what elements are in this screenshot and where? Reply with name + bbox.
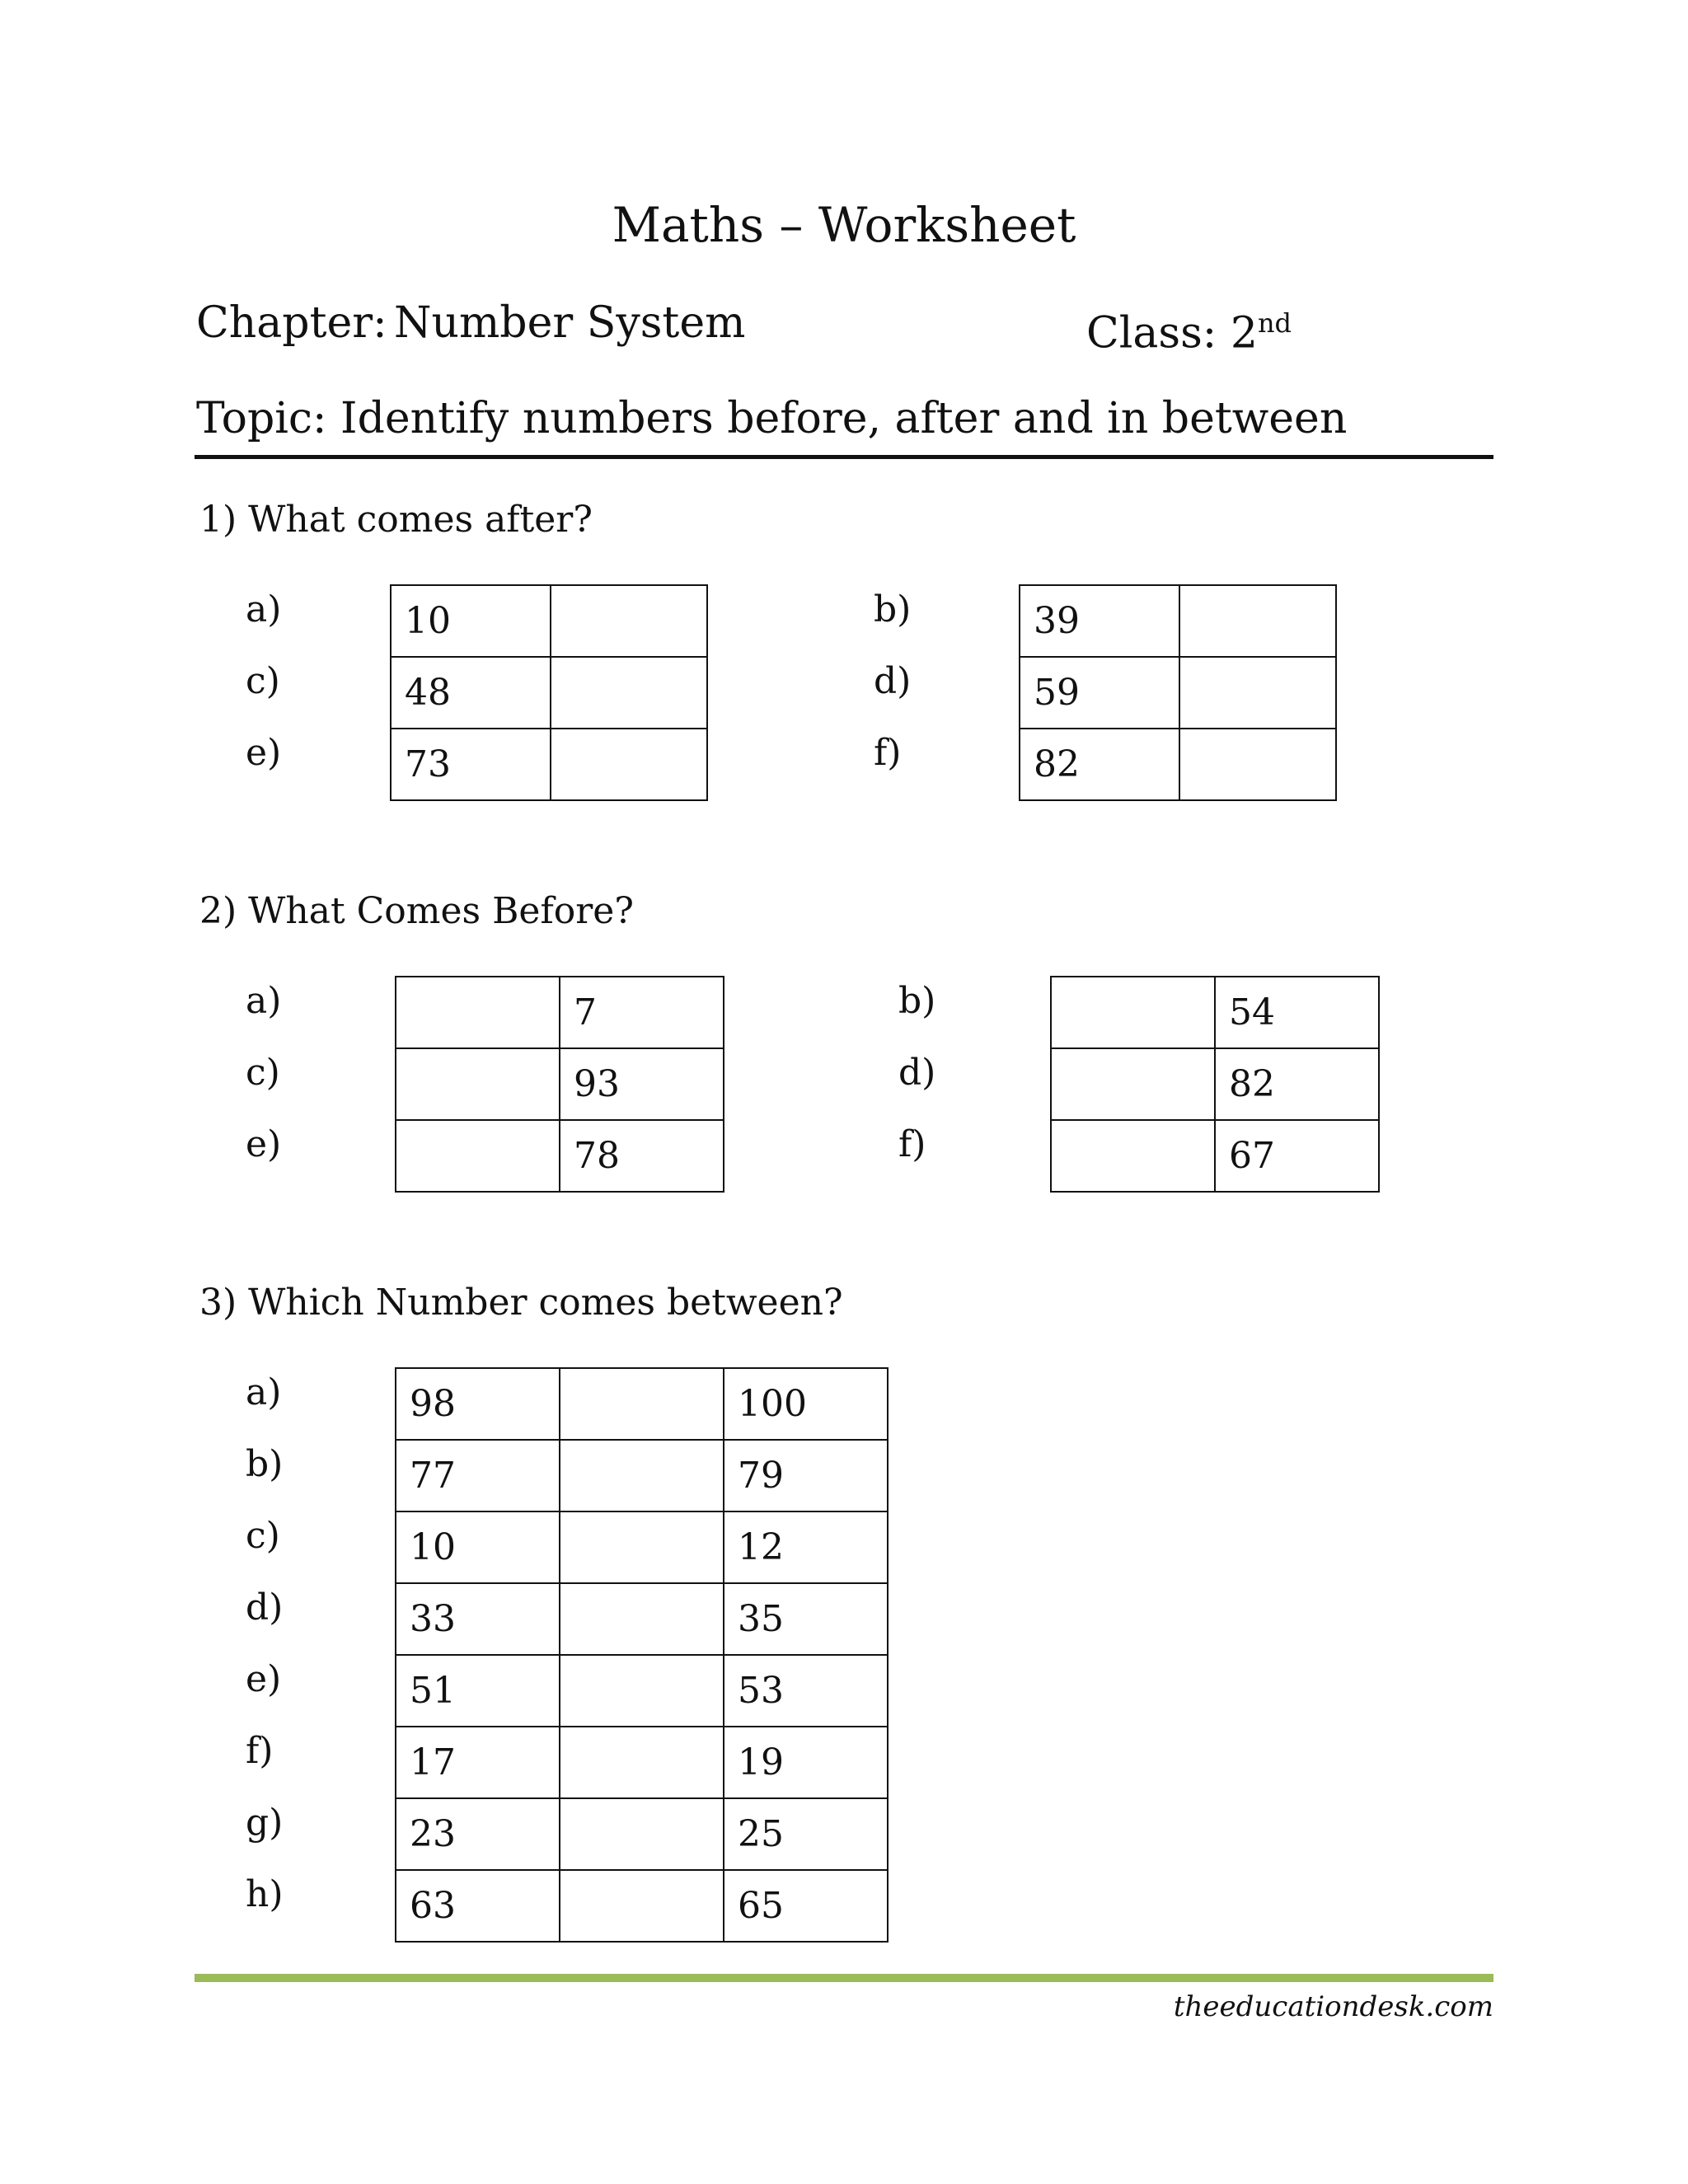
- section3-label: h): [246, 1873, 284, 1915]
- given-number: 59: [1020, 657, 1179, 729]
- table-row: [1051, 977, 1379, 1048]
- given-number: 98: [396, 1368, 560, 1440]
- given-number: 77: [396, 1440, 560, 1511]
- answer-cell[interactable]: [560, 1727, 724, 1798]
- given-number: 82: [1020, 729, 1179, 800]
- worksheet-title: Maths – Worksheet: [612, 197, 1076, 253]
- answer-cell[interactable]: [551, 585, 707, 657]
- section2-heading: 2) What Comes Before?: [199, 890, 634, 932]
- answer-cell[interactable]: [1051, 1048, 1215, 1120]
- answer-cell[interactable]: [551, 729, 707, 800]
- given-number: 23: [396, 1798, 560, 1870]
- section2-left-label: c): [246, 1052, 280, 1094]
- chapter-value: Number System: [394, 298, 746, 348]
- answer-cell[interactable]: [560, 1655, 724, 1727]
- section2-right-label: f): [898, 1123, 926, 1165]
- given-number: 33: [396, 1583, 560, 1655]
- table-row: [396, 977, 724, 1048]
- answer-cell[interactable]: [1179, 657, 1336, 729]
- section2-left-label: e): [246, 1123, 282, 1165]
- given-number: 53: [724, 1655, 888, 1727]
- section3-label: b): [246, 1443, 284, 1485]
- given-number: 7: [560, 977, 724, 1048]
- table-row: [396, 1368, 888, 1440]
- answer-cell[interactable]: [560, 1440, 724, 1511]
- section1-heading: 1) What comes after?: [199, 499, 593, 541]
- section2-right-label: d): [898, 1052, 936, 1094]
- table-row: [396, 1727, 888, 1798]
- table-row: [396, 1870, 888, 1942]
- table-row: [396, 1655, 888, 1727]
- given-number: 10: [396, 1511, 560, 1583]
- section3-label: f): [246, 1730, 274, 1772]
- answer-cell[interactable]: [396, 977, 560, 1048]
- table-row: [396, 1048, 724, 1120]
- given-number: 54: [1215, 977, 1379, 1048]
- given-number: 10: [391, 585, 551, 657]
- topic: Topic: Identify numbers before, after and in between: [196, 394, 1348, 443]
- section3-label: e): [246, 1658, 282, 1700]
- table-row: [1020, 585, 1336, 657]
- section1-right-label: f): [874, 732, 902, 774]
- table-row: [396, 1798, 888, 1870]
- table-row: [1051, 1120, 1379, 1192]
- section1-left-label: e): [246, 732, 282, 774]
- section2-right-label: b): [898, 980, 936, 1022]
- section2-right-table: [1050, 976, 1380, 1193]
- given-number: 25: [724, 1798, 888, 1870]
- given-number: 17: [396, 1727, 560, 1798]
- given-number: 78: [560, 1120, 724, 1192]
- given-number: 35: [724, 1583, 888, 1655]
- given-number: 79: [724, 1440, 888, 1511]
- section1-left-label: a): [246, 588, 282, 630]
- given-number: 93: [560, 1048, 724, 1120]
- section3-label: a): [246, 1371, 282, 1413]
- section3-label: c): [246, 1515, 280, 1557]
- section3-label: d): [246, 1586, 284, 1629]
- section3-label: g): [246, 1802, 284, 1844]
- given-number: 51: [396, 1655, 560, 1727]
- table-row: [1051, 1048, 1379, 1120]
- section1-right-label: d): [874, 660, 912, 702]
- given-number: 63: [396, 1870, 560, 1942]
- answer-cell[interactable]: [396, 1120, 560, 1192]
- answer-cell[interactable]: [560, 1368, 724, 1440]
- table-row: [391, 729, 707, 800]
- table-row: [396, 1440, 888, 1511]
- answer-cell[interactable]: [560, 1511, 724, 1583]
- chapter-label: Chapter:: [196, 298, 387, 348]
- given-number: 19: [724, 1727, 888, 1798]
- class-label: Class: 2: [1086, 308, 1258, 359]
- given-number: 65: [724, 1870, 888, 1942]
- section2-left-table: [395, 976, 724, 1193]
- given-number: 100: [724, 1368, 888, 1440]
- table-row: [396, 1583, 888, 1655]
- section3-table: [395, 1367, 889, 1943]
- given-number: 67: [1215, 1120, 1379, 1192]
- section3-heading: 3) Which Number comes between?: [199, 1282, 843, 1324]
- table-row: [396, 1120, 724, 1192]
- given-number: 48: [391, 657, 551, 729]
- given-number: 82: [1215, 1048, 1379, 1120]
- table-row: [391, 585, 707, 657]
- section2-left-label: a): [246, 980, 282, 1022]
- given-number: 73: [391, 729, 551, 800]
- answer-cell[interactable]: [551, 657, 707, 729]
- footer-website: theeducationdesk.com: [1173, 1990, 1493, 2023]
- section1-right-label: b): [874, 588, 912, 630]
- answer-cell[interactable]: [1051, 1120, 1215, 1192]
- answer-cell[interactable]: [1051, 977, 1215, 1048]
- section1-right-table: [1019, 584, 1337, 801]
- header-divider: [195, 455, 1493, 459]
- answer-cell[interactable]: [1179, 729, 1336, 800]
- class-info: [1086, 297, 1292, 359]
- table-row: [396, 1511, 888, 1583]
- answer-cell[interactable]: [560, 1583, 724, 1655]
- answer-cell[interactable]: [1179, 585, 1336, 657]
- answer-cell[interactable]: [396, 1048, 560, 1120]
- class-superscript: nd: [1257, 307, 1292, 339]
- table-row: [1020, 657, 1336, 729]
- given-number: 39: [1020, 585, 1179, 657]
- section1-left-label: c): [246, 660, 280, 702]
- table-row: [1020, 729, 1336, 800]
- given-number: 12: [724, 1511, 888, 1583]
- footer-divider: [195, 1974, 1493, 1982]
- table-row: [391, 657, 707, 729]
- answer-cell[interactable]: [560, 1870, 724, 1942]
- answer-cell[interactable]: [560, 1798, 724, 1870]
- section1-left-table: [390, 584, 708, 801]
